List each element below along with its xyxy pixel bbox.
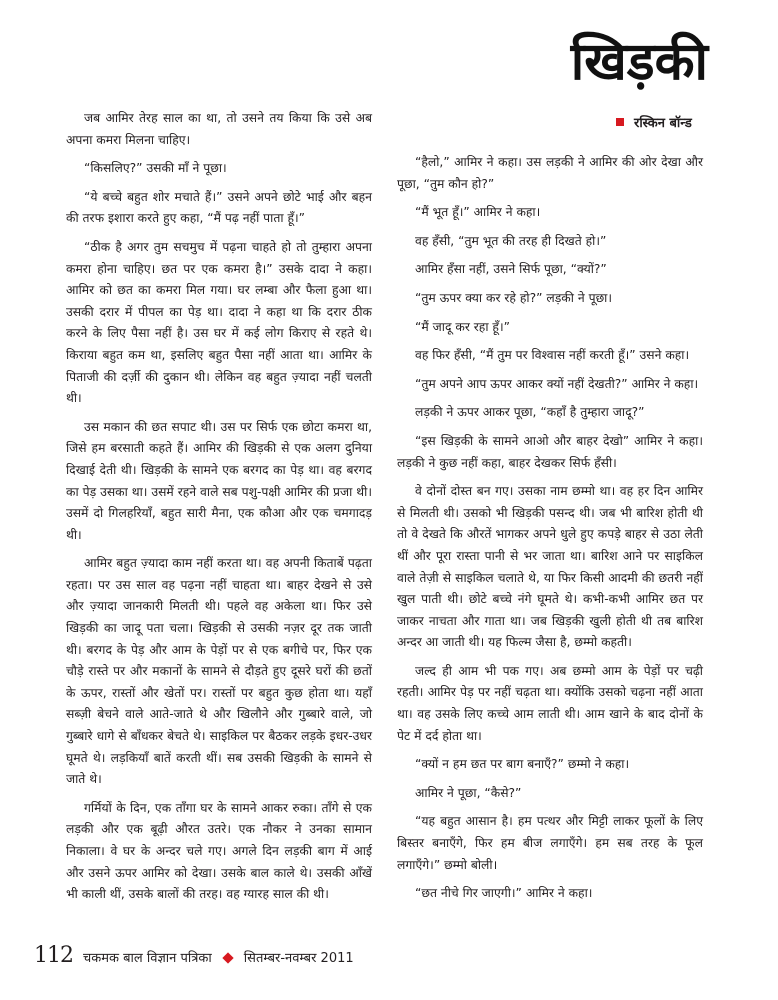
magazine-name: चकमक बाल विज्ञान पत्रिका (83, 951, 212, 966)
paragraph: “यह बहुत आसान है। हम पत्थर और मिट्टी लाकर फूलों के लिए बिस्तर बनाएँगे, फिर हम बीज लगाएँगे। हम सब तरह के फूल लगाएँगे।” छम्मो बोली। (397, 814, 703, 872)
red-diamond-icon (222, 952, 233, 963)
paragraph: “ये बच्चे बहुत शोर मचाते हैं।” उसने अपने छोटे भाई और बहन की तरफ इशारा करते हुए कहा, “मैं पढ़ नहीं पाता हूँ।” (66, 189, 372, 226)
paragraph: “तुम अपने आप ऊपर आकर क्यों नहीं देखती?” आमिर ने कहा। (415, 376, 699, 391)
paragraph: उस मकान की छत सपाट थी। उस पर सिर्फ एक छोटा कमरा था, जिसे हम बरसाती कहते हैं। आमिर की खिड़की से एक अलग दुनिया दिखाई देती थी। खिड़की के सामने एक बरगद का पेड़ था। वह बरगद का पेड़ उसका था। उसमें रहने वाले सब पशु-पक्षी आमिर की प्रजा थी। उसमें दो गिलहरियाँ, बहुत सारी मैना, एक कौआ और एक चमगादड़ थी। (66, 419, 372, 542)
red-square-icon (616, 118, 624, 126)
paragraph: आमिर ने पूछा, “कैसे?” (415, 785, 522, 800)
page-footer (34, 943, 354, 968)
left-column (66, 108, 372, 913)
paragraph: “हैलो,” आमिर ने कहा। उस लड़की ने आमिर की ओर देखा और पूछा, “तुम कौन हो?” (397, 155, 703, 191)
author-byline (616, 113, 692, 131)
paragraph: “छत नीचे गिर जाएगी।” आमिर ने कहा। (415, 886, 593, 901)
article-title: खिड़की (570, 32, 708, 92)
paragraph: आमिर हँसा नहीं, उसने सिर्फ पूछा, “क्यों?” (415, 262, 607, 277)
page-number: 112 (34, 943, 73, 968)
right-column (397, 152, 703, 912)
author-name: रस्किन बॉन्ड (634, 116, 692, 131)
paragraph: “इस खिड़की के सामने आओ और बाहर देखो” आमिर ने कहा। लड़की ने कुछ नहीं कहा, बाहर देखकर सिर्फ हँसी। (397, 433, 703, 470)
paragraph: “क्यों न हम छत पर बाग बनाएँ?” छम्मो ने कहा। (415, 757, 630, 772)
paragraph: “मैं जादू कर रहा हूँ।” (415, 319, 510, 334)
paragraph: वह फिर हँसी, “मैं तुम पर विश्वास नहीं करती हूँ।” उसने कहा। (415, 348, 690, 363)
paragraph: “मैं भूत हूँ।” आमिर ने कहा। (415, 205, 541, 220)
paragraph: “ठीक है अगर तुम सचमुच में पढ़ना चाहते हो तो तुम्हारा अपना कमरा होना चाहिए। छत पर एक कमरा है।” उसके दादा ने कहा। आमिर को छत का कमरा मिल गया। घर लम्बा और फैला हुआ था। उसकी दरार में पीपल का पेड़ था। दादा ने कहा था कि दरार ठीक करने के लिए पैसा नहीं है। उस घर में कई लोग किराए से रहते थे। किराया बहुत कम था, इसलिए बहुत पैसा नहीं आता था। आमिर के पिताजी की दर्ज़ी की दुकान थी। लेकिन वह बहुत ज़्यादा नहीं चलती थी। (66, 239, 372, 406)
paragraph: आमिर बहुत ज़्यादा काम नहीं करता था। वह अपनी किताबें पढ़ता रहता। पर उस साल वह पढ़ना नहीं चाहता था। बाहर देखने से उसे और ज़्यादा जानकारी मिलती थी। पहले वह अकेला था। फिर उसे खिड़की का जादू पता चला। खिड़की से उसकी नज़र दूर तक जाती थी। बरगद के पेड़ और आम के पेड़ों पर से एक बगीचे पर, फिर एक चौड़े रास्ते पर और मकानों के सामने से दौड़ते हुए दूसरे घरों की छतों के ऊपर, रास्तों और खेतों पर। रास्तों पर बहुत कुछ होता था। यहाँ सब्ज़ी बेचने वाले आते-जाते थे और खिलौने और गुब्बारे वाले, जो गुब्बारे धागे से बाँधकर बेचते थे। साइकिल पर बैठकर लड़के इधर-उधर घूमते थे। लड़कियाँ बातें करती थीं। सब उसकी खिड़की के सामने से जाते थे। (66, 556, 372, 787)
paragraph: लड़की ने ऊपर आकर पूछा, “कहाँ है तुम्हारा जादू?” (415, 405, 645, 420)
paragraph: “तुम ऊपर क्या कर रहे हो?” लड़की ने पूछा। (415, 290, 613, 305)
paragraph: जल्द ही आम भी पक गए। अब छम्मो आम के पेड़ों पर चढ़ी रहती। आमिर पेड़ पर नहीं चढ़ता था। क्योंकि उसको चढ़ना नहीं आता था। वह उसके लिए कच्चे आम लाती थी। आम खाने के बाद दोनों के पेट में दर्द होता था। (397, 663, 703, 743)
paragraph: जब आमिर तेरह साल का था, तो उसने तय किया कि उसे अब अपना कमरा मिलना चाहिए। (66, 111, 372, 147)
paragraph: वह हँसी, “तुम भूत की तरह ही दिखते हो।” (415, 233, 607, 248)
paragraph: “किसलिए?” उसकी माँ ने पूछा। (84, 161, 227, 176)
paragraph: वे दोनों दोस्त बन गए। उसका नाम छम्मो था। वह हर दिन आमिर से मिलती थी। उसको भी खिड़की पसन्द थी। जब भी बारिश होती थी तो वे देखते कि औरतें भागकर अपने धुले हुए कपड़े बाहर से उठा लेती थीं और पूरा रास्ता पानी से भर जाता था। बारिश आने पर साइकिल वाले तेज़ी से साइकिल चलाते थे, या फिर किसी आदमी की छतरी नहीं खुल पाती थी। छोटे बच्चे नंगे घूमते थे। कभी-कभी आमिर छत पर जाकर नाचता और गाता था। जब खिड़की खुली होती थी तब बारिश अन्दर आ जाती थी। यह फिल्म जैसा है, छम्मो कहती। (397, 484, 703, 650)
paragraph: गर्मियों के दिन, एक ताँगा घर के सामने आकर रुका। ताँगे से एक लड़की और एक बूढ़ी औरत उतरे। एक नौकर ने उनका सामान निकाला। वे घर के अन्दर चले गए। अगले दिन लड़की बाग में आई और उसने ऊपर आमिर को देखा। उसके बाल काले थे। उसकी आँखें भी काली थीं, उसके बालों की तरह। वह ग्यारह साल की थी। (66, 800, 372, 902)
issue-date: सितम्बर-नवम्बर 2011 (243, 951, 354, 966)
